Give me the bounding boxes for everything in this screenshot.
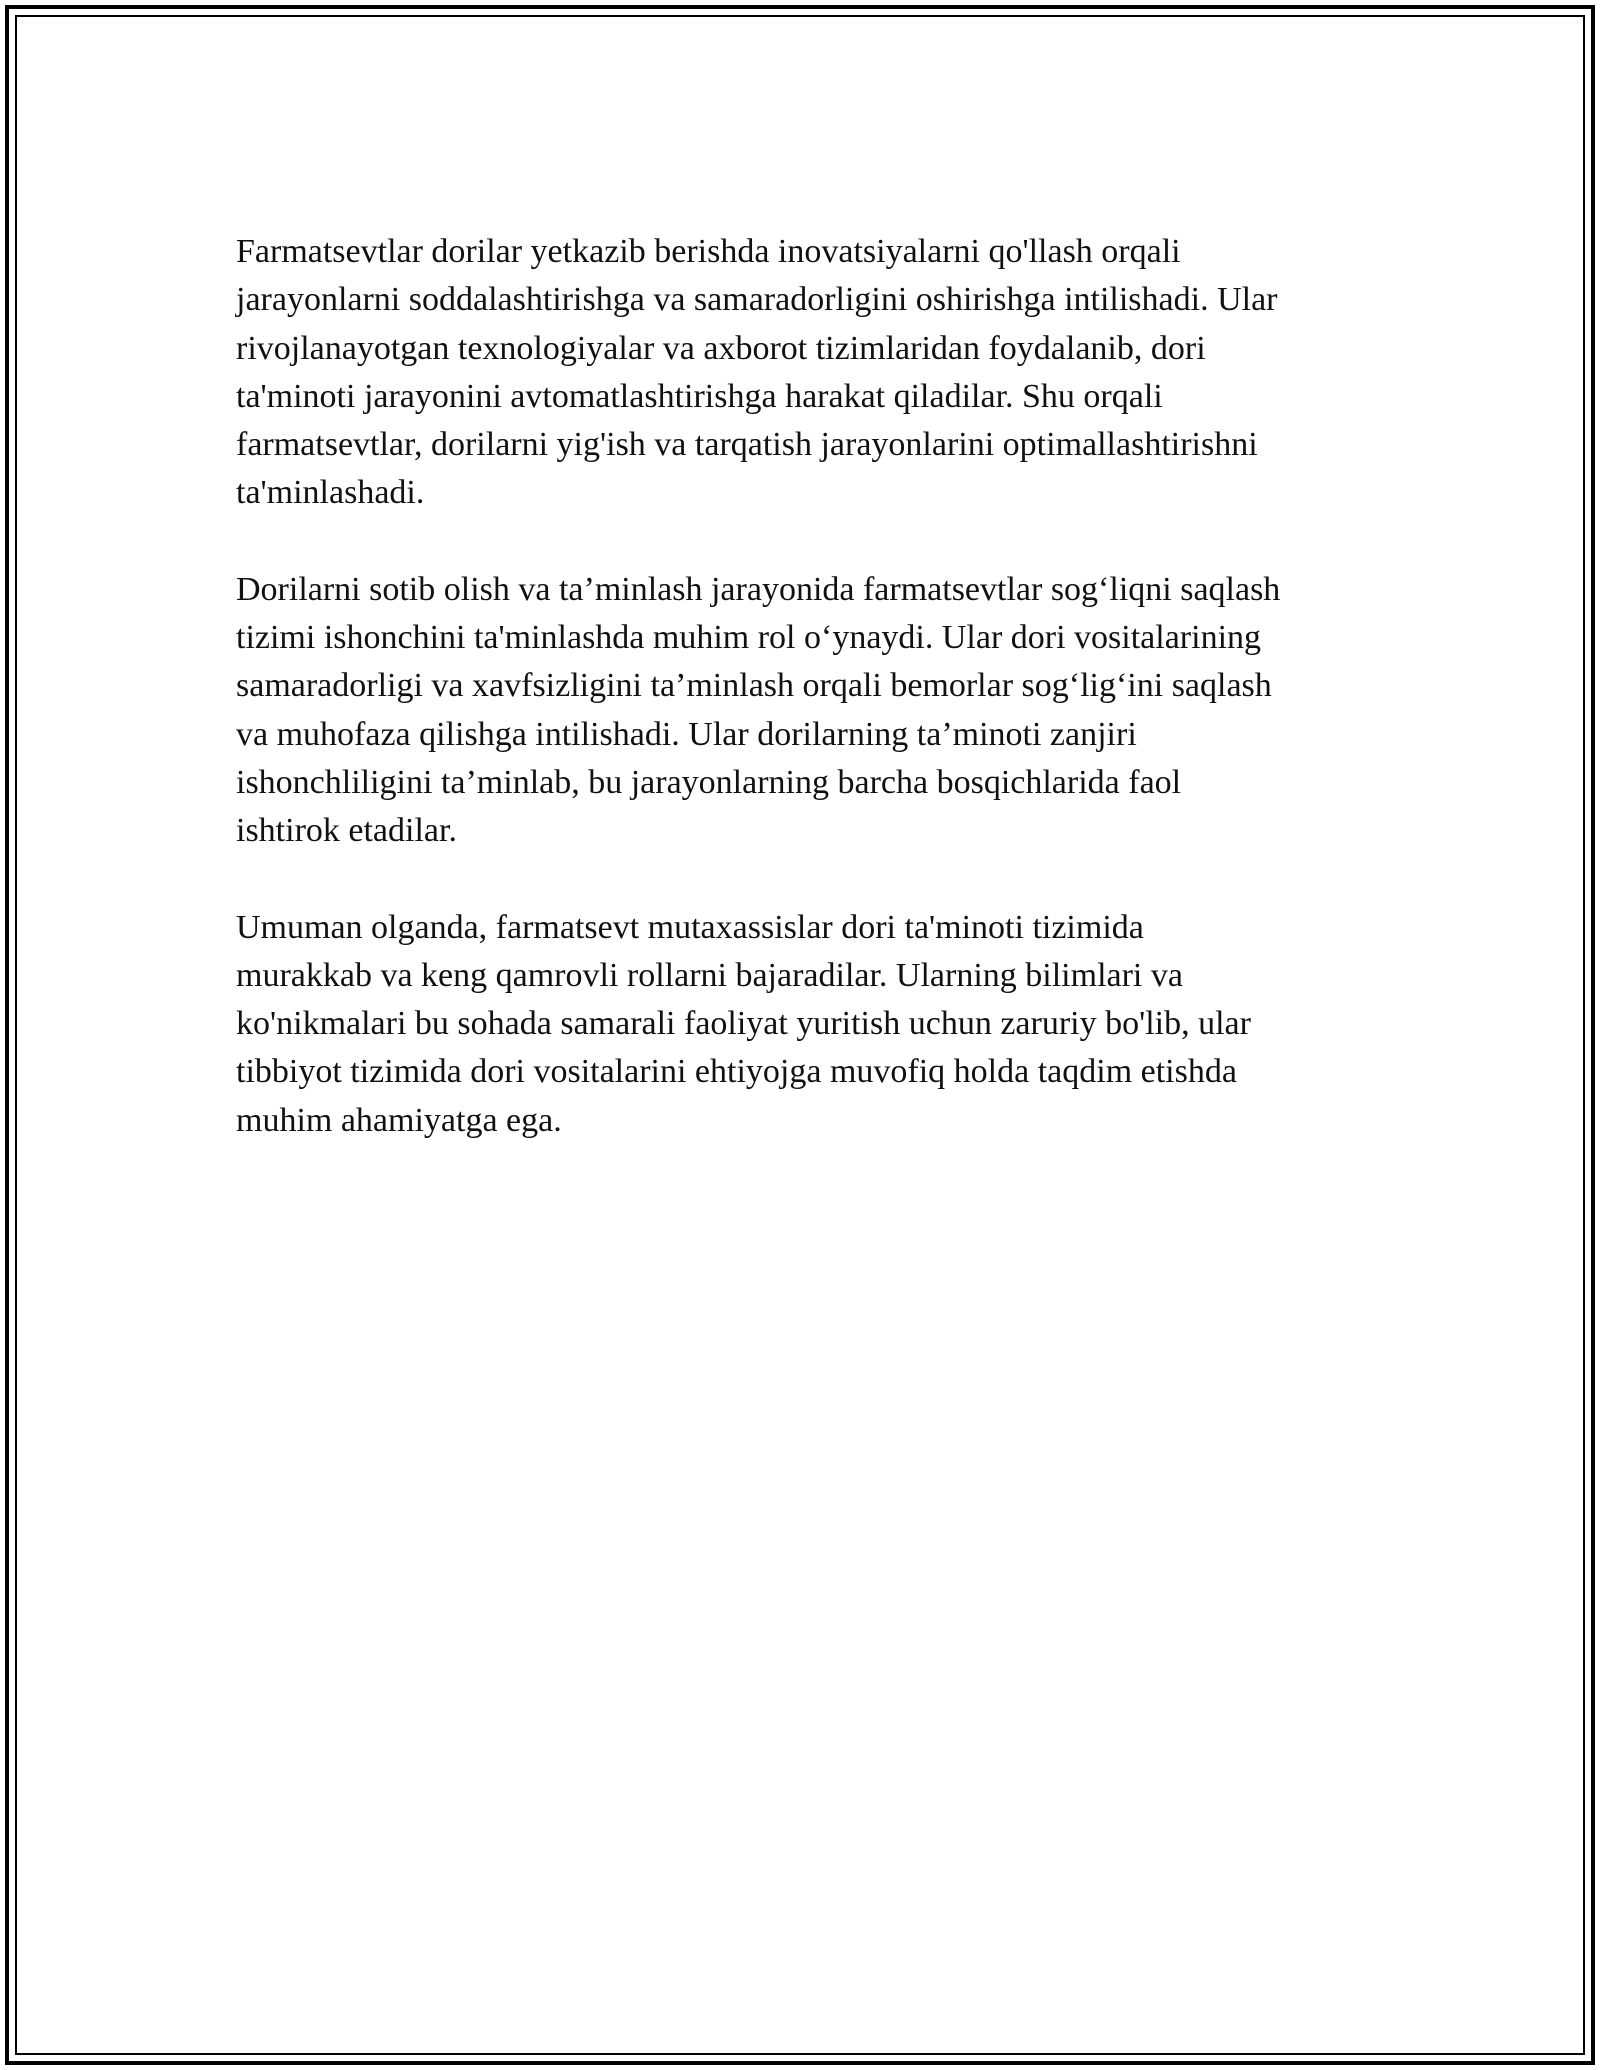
paragraph-1: Farmatsevtlar dorilar yetkazib berishda inovatsiyalarni qo'llash orqali jarayonlarni soddalashtirishga va samaradorligini oshirishga intilishadi. Ular rivojlanayotgan texnologiyalar va axborot tizimlaridan foydalanib, dori ta'minoti jarayonini avtomatlashtirishga harakat qiladilar. Shu orqali farmatsevtlar, dorilarni yig'ish va tarqatish jarayonlarini optimallashtirishni ta'minlashadi.	[236, 233, 1278, 512]
paragraph-2: Dorilarni sotib olish va ta’minlash jarayonida farmatsevtlar sog‘liqni saqlash tizimi ishonchini ta'minlashda muhim rol o‘ynaydi. Ular dori vositalarining samaradorligi va xavfsizligini ta’minlash orqali bemorlar sog‘lig‘ini saqlash va muhofaza qilishga intilishadi. Ular dorilarning ta’minoti zanjiri ishonchliligini ta’minlab, bu jarayonlarning barcha bosqichlarida faol ishtirok etadilar.	[236, 570, 1281, 850]
document-body	[236, 228, 1376, 1193]
paragraph-3: Umuman olganda, farmatsevt mutaxassislar dori ta'minoti tizimida murakkab va keng qamrovli rollarni bajaradilar. Ularning bilimlari va ko'nikmalari bu sohada samarali faoliyat yuritish uchun zaruriy bo'lib, ular tibbiyot tizimida dori vositalarini ehtiyojga muvofiq holda taqdim etishda muhim ahamiyatga ega.	[236, 908, 1251, 1139]
